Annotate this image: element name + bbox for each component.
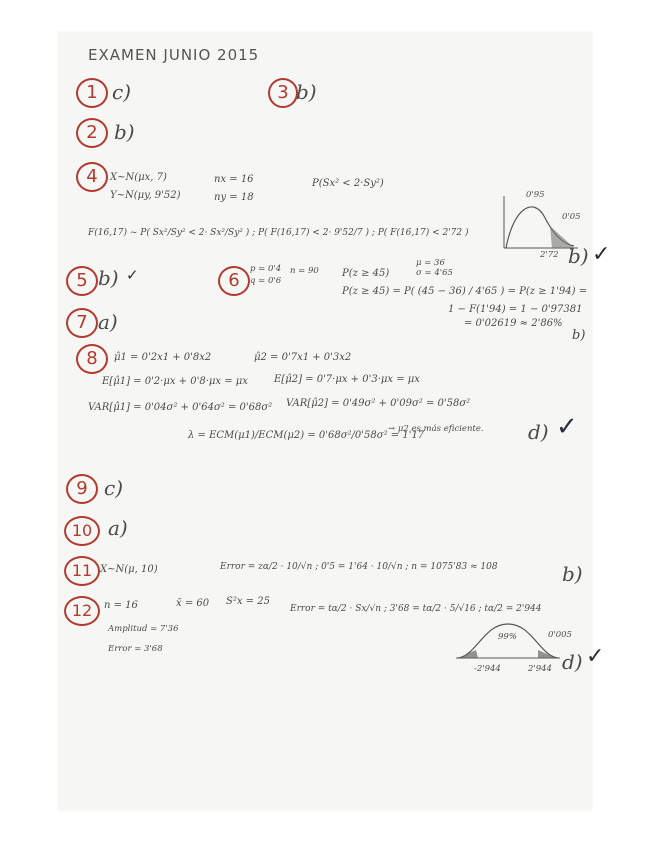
q8-note: → μ2 es más eficiente.: [388, 424, 484, 434]
q6-q: q = 0'6: [250, 276, 282, 286]
q4-graph-095: 0'95: [526, 190, 545, 200]
question-10-answer: a): [108, 516, 128, 540]
exam-sheet: [58, 32, 592, 810]
question-1-answer: c): [112, 80, 132, 104]
question-3-answer: b): [296, 80, 317, 104]
q4-y-distribution: Y~N(μy, 9'52): [110, 190, 181, 201]
question-8-answer: d): [528, 420, 549, 444]
q11-distribution: X~N(μ, 10): [100, 564, 158, 575]
question-4-answer: b): [568, 244, 589, 268]
question-4-number: 4: [76, 162, 108, 192]
question-8-number: 8: [76, 344, 108, 374]
q12-variance: S²x = 25: [226, 596, 270, 607]
q12-graph-99: 99%: [498, 632, 517, 642]
q12-amplitude: Amplitud = 7'36: [108, 624, 179, 634]
q12-n: n = 16: [104, 600, 138, 611]
question-7-number: 7: [66, 308, 98, 338]
question-10-number: 10: [64, 516, 100, 546]
q6-mu: μ = 36: [416, 258, 445, 268]
q8-lambda: λ = ECM(μ1)/ECM(μ2) = 0'68σ²/0'58σ² = 1'17: [188, 430, 425, 441]
q6-line-2: P(z ≥ 45) = P( (45 − 36) / 4'65 ) = P(z ≥ 1'94) =: [342, 286, 588, 297]
question-2-number: 2: [76, 118, 108, 148]
q6-n: n = 90: [290, 266, 319, 276]
question-11-answer: b): [562, 562, 583, 586]
q4-graph-005: 0'05: [562, 212, 581, 222]
q4-ny: ny = 18: [214, 192, 254, 203]
question-1-number: 1: [76, 78, 108, 108]
q8-estimator-2: μ̂2 = 0'7x1 + 0'3x2: [254, 352, 352, 363]
question-5-answer: b): [98, 266, 119, 290]
question-3-number: 3: [268, 78, 298, 108]
q6-line-4: = 0'02619 ≈ 2'86%: [464, 318, 563, 329]
q12-graph-right: 2'944: [528, 664, 552, 674]
q12-xbar: x̄ = 60: [176, 598, 210, 609]
question-12-number: 12: [64, 596, 100, 626]
page-title: EXAMEN JUNIO 2015: [88, 46, 260, 64]
q8-expectation-1: E[μ̂1] = 0'2·μx + 0'8·μx = μx: [102, 376, 248, 387]
q8-variance-1: VAR[μ̂1] = 0'04σ² + 0'64σ² = 0'68σ²: [88, 402, 273, 413]
q12-graph-0005: 0'005: [548, 630, 572, 640]
question-9-number: 9: [66, 474, 98, 504]
question-6-number: 6: [218, 266, 250, 296]
checkmark-icon: ✓: [126, 266, 139, 284]
question-11-number: 11: [64, 556, 100, 586]
checkmark-icon: ✓: [556, 412, 578, 442]
q4-f-distribution-line: F(16,17) ~ P( Sx²/Sy² < 2· Sx²/Sy² ) ; P( F(16,17) < 2· 9'52/7 ) ; P( F(16,17) < 2'72 ): [88, 228, 469, 238]
q12-error-value: Error = 3'68: [108, 644, 163, 654]
q4-x-distribution: X~N(μx, 7): [110, 172, 167, 183]
q4-nx: nx = 16: [214, 174, 254, 185]
q6-p: p = 0'4: [250, 264, 282, 274]
q6-line-1: P(z ≥ 45): [342, 268, 390, 279]
question-5-number: 5: [66, 266, 98, 296]
q8-variance-2: VAR[μ̂2] = 0'49σ² + 0'09σ² = 0'58σ²: [286, 398, 471, 409]
q8-estimator-1: μ̂1 = 0'2x1 + 0'8x2: [114, 352, 212, 363]
question-7-answer: a): [98, 310, 118, 334]
question-2-answer: b): [114, 120, 135, 144]
question-12-answer: d): [562, 650, 583, 674]
q4-graph-272: 2'72: [540, 250, 559, 260]
checkmark-icon: ✓: [586, 644, 605, 669]
q4-probability: P(Sx² < 2·Sy²): [312, 178, 384, 189]
q12-graph-left: -2'944: [474, 664, 501, 674]
question-9-answer: c): [104, 476, 124, 500]
q6-sigma: σ = 4'65: [416, 268, 453, 278]
question-6-answer: b): [572, 328, 586, 343]
checkmark-icon: ✓: [592, 242, 611, 267]
q8-expectation-2: E[μ̂2] = 0'7·μx + 0'3·μx = μx: [274, 374, 420, 385]
q6-line-3: 1 − F(1'94) = 1 − 0'97381: [448, 304, 583, 315]
q11-error: Error = zα/2 · 10/√n ; 0'5 = 1'64 · 10/√n ; n = 1075'83 ≈ 108: [220, 562, 498, 572]
q12-error: Error = tα/2 · Sx/√n ; 3'68 = tα/2 · 5/√16 ; tα/2 = 2'944: [290, 604, 542, 614]
